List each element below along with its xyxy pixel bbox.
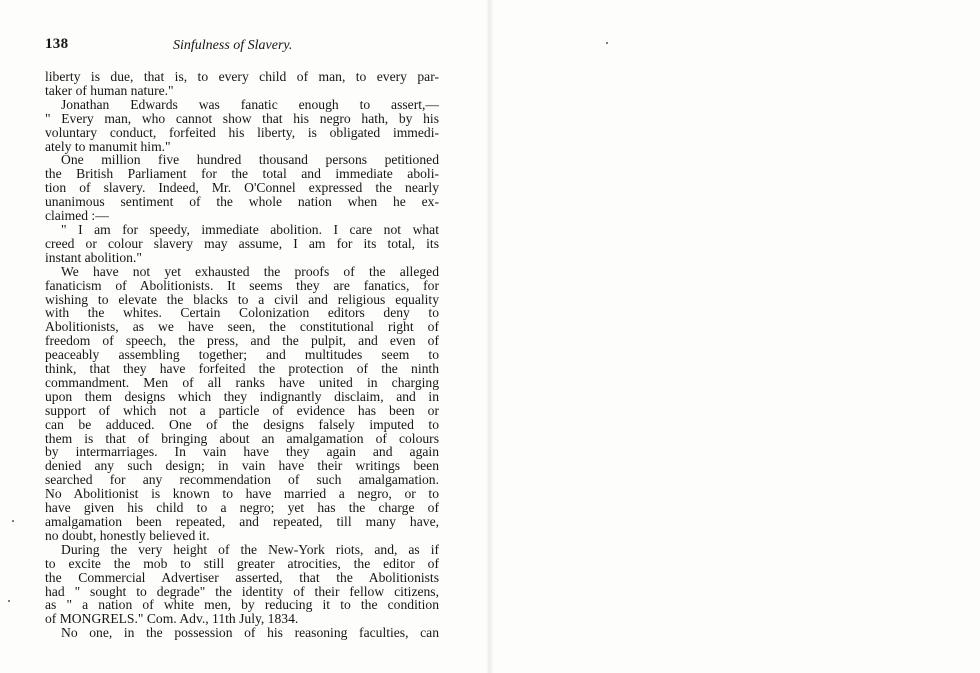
text-line: unanimous sentiment of the whole nation when he ex- <box>45 194 439 210</box>
text-line: " Every man, who cannot show that his negro hath, by his <box>45 110 439 126</box>
text-line: voluntary conduct, forfeited his liberty, is obligated immedi- <box>45 124 439 140</box>
text-line: wishing to elevate the blacks to a civil and religious equality <box>45 291 439 307</box>
left-body-text <box>45 70 439 640</box>
right-page <box>490 0 980 673</box>
text-line: denied any such design; in vain have their writings been <box>45 458 439 474</box>
text-line: Abolitionists, as we have seen, the constitutional right of <box>45 319 439 335</box>
text-line: liberty is due, that is, to every child of man, to every par- <box>45 69 439 84</box>
text-line: the Commercial Advertiser asserted, that the Abolitionists <box>45 569 439 585</box>
scan-speck <box>606 42 608 44</box>
text-line: to excite the mob to still greater atrocities, the editor of <box>45 555 439 571</box>
text-line: support of which not a particle of evidence has been or <box>45 402 439 418</box>
text-line: by intermarriages. In vain have they again and again <box>45 444 439 460</box>
text-line: Jonathan Edwards was fanatic enough to assert,— <box>61 96 439 112</box>
text-line: creed or colour slavery may assume, I am for its total, its <box>45 235 439 251</box>
text-line: peaceably assembling together; and multitudes seem to <box>45 347 439 363</box>
text-line: upon them designs which they indignantly disclaim, and in <box>45 388 439 404</box>
text-line: ately to manumit him." <box>45 138 171 154</box>
text-line: claimed :— <box>45 208 109 224</box>
text-line: with the whites. Certain Colonization editors deny to <box>45 305 439 321</box>
text-line: no doubt, honestly believed it. <box>45 527 210 543</box>
text-line: had " sought to degrade" the identity of their fellow citizens, <box>45 583 439 599</box>
text-line: have given his child to a negro; yet has the charge of <box>45 500 439 516</box>
text-line: commandment. Men of all ranks have united in charging <box>45 374 439 390</box>
text-line: as " a nation of white men, by reducing it to the condition <box>45 597 439 613</box>
text-line: amalgamation been repeated, and repeated, till many have, <box>45 514 439 529</box>
text-line: fanaticism of Abolitionists. It seems they are fanatics, for <box>45 277 439 293</box>
scan-speck <box>8 600 10 602</box>
text-line: One million five hundred thousand persons petitioned <box>61 152 439 168</box>
text-line: searched for any recommendation of such amalgamation. <box>45 472 439 488</box>
text-line: " I am for speedy, immediate abolition. I care not what <box>61 221 439 237</box>
text-line: During the very height of the New-York riots, and, as if <box>61 541 439 557</box>
text-line: the British Parliament for the total and immediate aboli- <box>45 166 439 182</box>
text-line: them is that of bringing about an amalgamation of colours <box>45 430 439 446</box>
left-running-head: Sinfulness of Slavery. <box>173 38 293 53</box>
text-line: instant abolition." <box>45 249 142 265</box>
text-line: of MONGRELS." Com. Adv., 11th July, 1834. <box>45 611 299 627</box>
text-line: taker of human nature." <box>45 82 174 98</box>
text-line: No Abolitionist is known to have married a negro, or to <box>45 486 439 502</box>
text-line: freedom of speech, the press, and the pulpit, and even of <box>45 333 439 349</box>
text-line: We have not yet exhausted the proofs of the alleged <box>61 263 439 279</box>
text-line: tion of slavery. Indeed, Mr. O'Connel expressed the nearly <box>45 180 439 196</box>
text-line: think, that they have forfeited the protection of the ninth <box>45 361 439 377</box>
left-page-number: 138 <box>45 36 69 52</box>
text-line: can be adduced. One of the designs falsely imputed to <box>45 416 439 432</box>
scan-speck <box>12 520 14 522</box>
text-line: No one, in the possession of his reasoning faculties, can <box>61 625 439 641</box>
